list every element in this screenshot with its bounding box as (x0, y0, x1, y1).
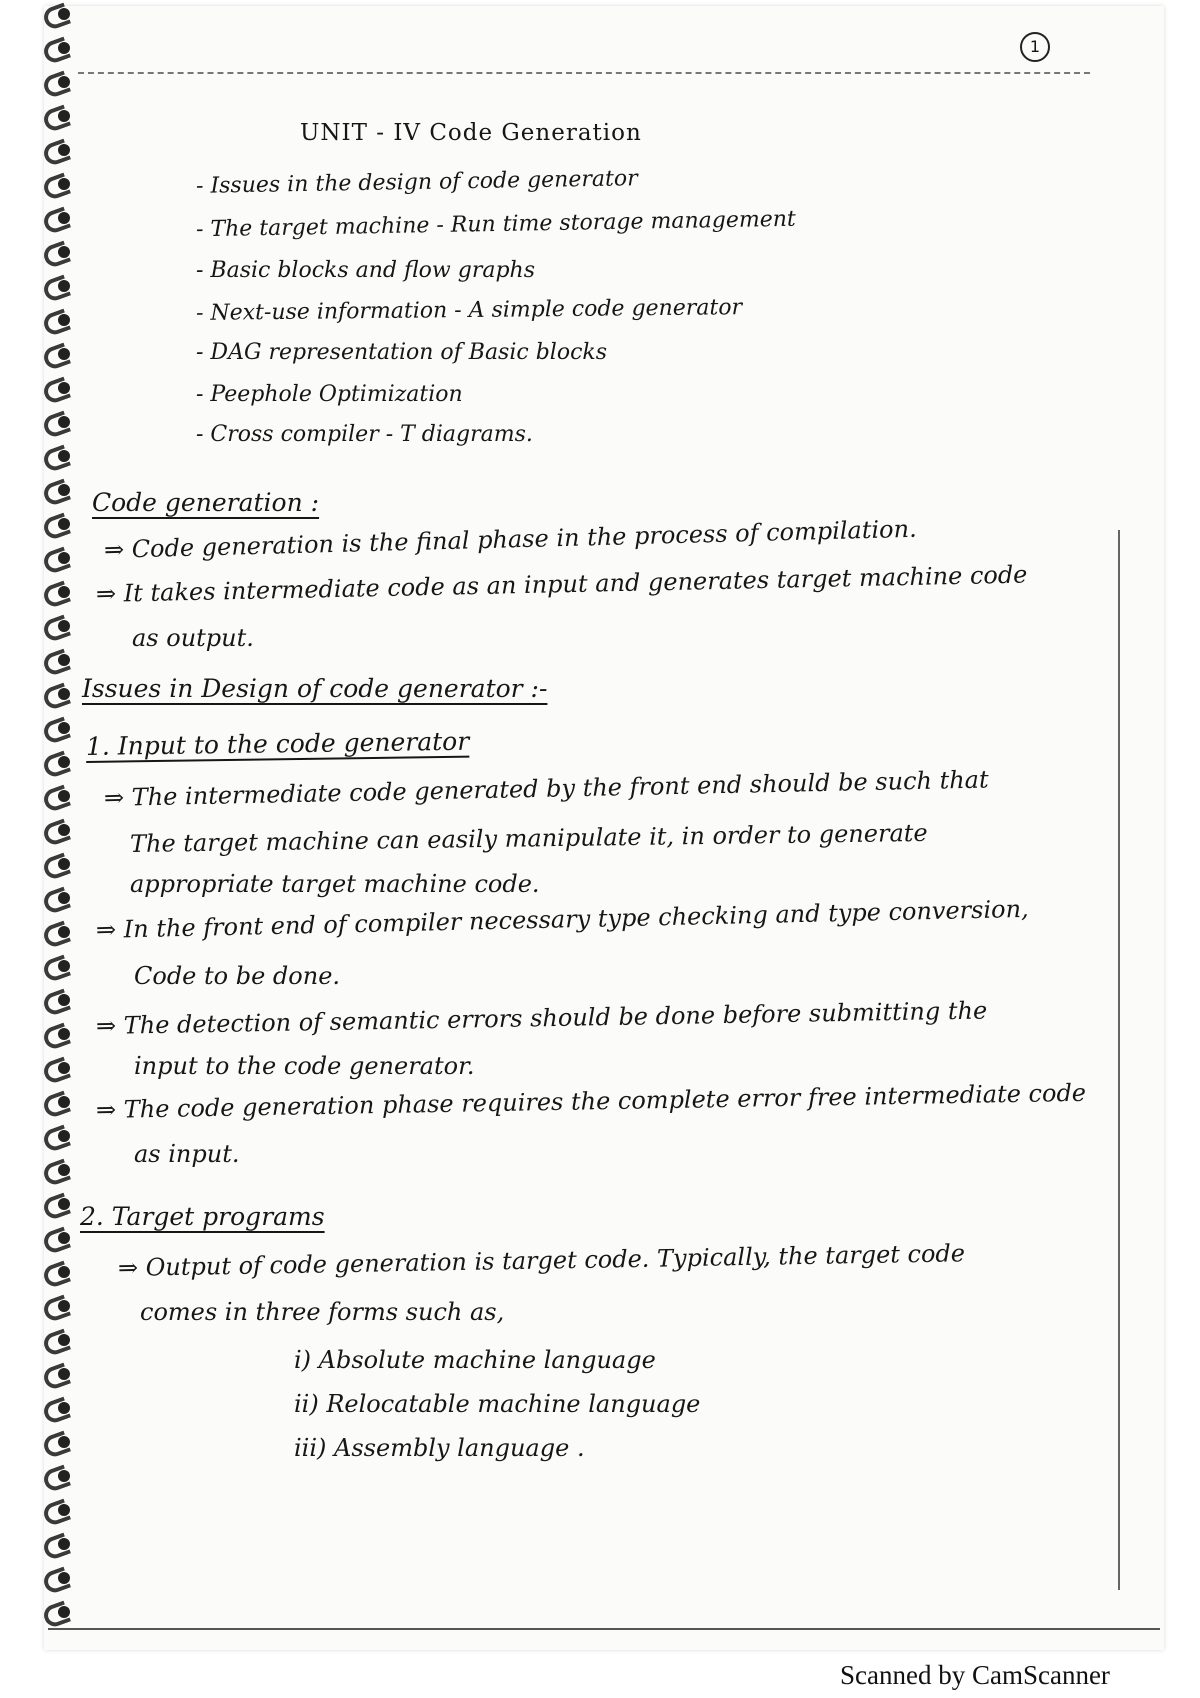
spiral-ring (44, 718, 74, 738)
bottom-edge-line (48, 1628, 1160, 1630)
spiral-ring (44, 616, 74, 636)
spiral-ring (44, 752, 74, 772)
scanner-watermark: Scanned by CamScanner (840, 1660, 1110, 1690)
body-line: ⇒ Code generation is the final phase in the process of compilation. (103, 514, 917, 564)
spiral-ring (44, 446, 74, 466)
spiral-ring (44, 310, 74, 330)
list-item: ii) Relocatable machine language (294, 1390, 701, 1418)
right-margin-line (1118, 530, 1120, 1590)
body-line: ⇒ It takes intermediate code as an input and generates target machine code (95, 560, 1028, 608)
topic-item: - Next-use information - A simple code generator (195, 295, 743, 326)
subsection-heading-input: 1. Input to the code generator (85, 726, 470, 761)
body-line: Code to be done. (134, 962, 341, 990)
spiral-ring (44, 72, 74, 92)
spiral-ring (44, 1262, 74, 1282)
spiral-ring (44, 276, 74, 296)
spiral-ring (44, 1228, 74, 1248)
body-line: as input. (134, 1140, 240, 1168)
subsection-heading-target: 2. Target programs (80, 1202, 325, 1231)
spiral-ring (44, 956, 74, 976)
section-heading-code-generation: Code generation : (92, 488, 320, 517)
spiral-ring (44, 582, 74, 602)
body-line: ⇒ In the front end of compiler necessary type checking and type conversion, (95, 894, 1029, 944)
spiral-ring (44, 1296, 74, 1316)
spiral-ring (44, 140, 74, 160)
spiral-ring (44, 1364, 74, 1384)
spiral-binding (44, 0, 84, 1640)
spiral-ring (44, 480, 74, 500)
spiral-ring (44, 922, 74, 942)
spiral-ring (44, 1092, 74, 1112)
body-line: as output. (132, 624, 254, 652)
body-line: ⇒ Output of code generation is target code. Typically, the target code (117, 1239, 966, 1282)
spiral-ring (44, 514, 74, 534)
page-title: UNIT - IV Code Generation (300, 120, 642, 146)
spiral-ring (44, 820, 74, 840)
spiral-ring (44, 412, 74, 432)
spiral-ring (44, 1194, 74, 1214)
list-item: i) Absolute machine language (294, 1346, 656, 1374)
body-line: ⇒ The detection of semantic errors should be done before submitting the (95, 996, 988, 1040)
spiral-ring (44, 1160, 74, 1180)
body-line: appropriate target machine code. (130, 870, 540, 898)
spiral-ring (44, 786, 74, 806)
body-line: comes in three forms such as, (140, 1298, 505, 1326)
body-line: input to the code generator. (134, 1052, 475, 1080)
top-margin-line (78, 72, 1090, 74)
spiral-ring (44, 1330, 74, 1350)
topic-item: - Peephole Optimization (196, 382, 463, 407)
spiral-ring (44, 38, 74, 58)
body-line: ⇒ The code generation phase requires the complete error free intermediate code (95, 1078, 1087, 1124)
topic-item: - Issues in the design of code generator (195, 166, 638, 199)
spiral-ring (44, 4, 74, 24)
topic-item: - The target machine - Run time storage management (195, 206, 796, 243)
topic-item: - Cross compiler - T diagrams. (196, 422, 533, 447)
spiral-ring (44, 344, 74, 364)
spiral-ring (44, 990, 74, 1010)
spiral-ring (44, 1024, 74, 1044)
spiral-ring (44, 1398, 74, 1418)
spiral-ring (44, 548, 74, 568)
page-number: 1 (1020, 32, 1050, 62)
spiral-ring (44, 1602, 74, 1622)
spiral-ring (44, 1500, 74, 1520)
spiral-ring (44, 1058, 74, 1078)
spiral-ring (44, 1534, 74, 1554)
body-line: ⇒ The intermediate code generated by the front end should be such that (103, 765, 989, 812)
list-item: iii) Assembly language . (294, 1434, 585, 1462)
spiral-ring (44, 888, 74, 908)
spiral-ring (44, 106, 74, 126)
spiral-ring (44, 242, 74, 262)
spiral-ring (44, 174, 74, 194)
spiral-ring (44, 1126, 74, 1146)
spiral-ring (44, 854, 74, 874)
spiral-ring (44, 208, 74, 228)
section-heading-issues: Issues in Design of code generator :- (82, 674, 548, 703)
body-line: The target machine can easily manipulate it, in order to generate (129, 818, 928, 858)
spiral-ring (44, 650, 74, 670)
topic-item: - Basic blocks and flow graphs (196, 258, 536, 283)
spiral-ring (44, 1568, 74, 1588)
spiral-ring (44, 378, 74, 398)
topic-item: - DAG representation of Basic blocks (196, 340, 608, 365)
spiral-ring (44, 1432, 74, 1452)
spiral-ring (44, 684, 74, 704)
spiral-ring (44, 1466, 74, 1486)
